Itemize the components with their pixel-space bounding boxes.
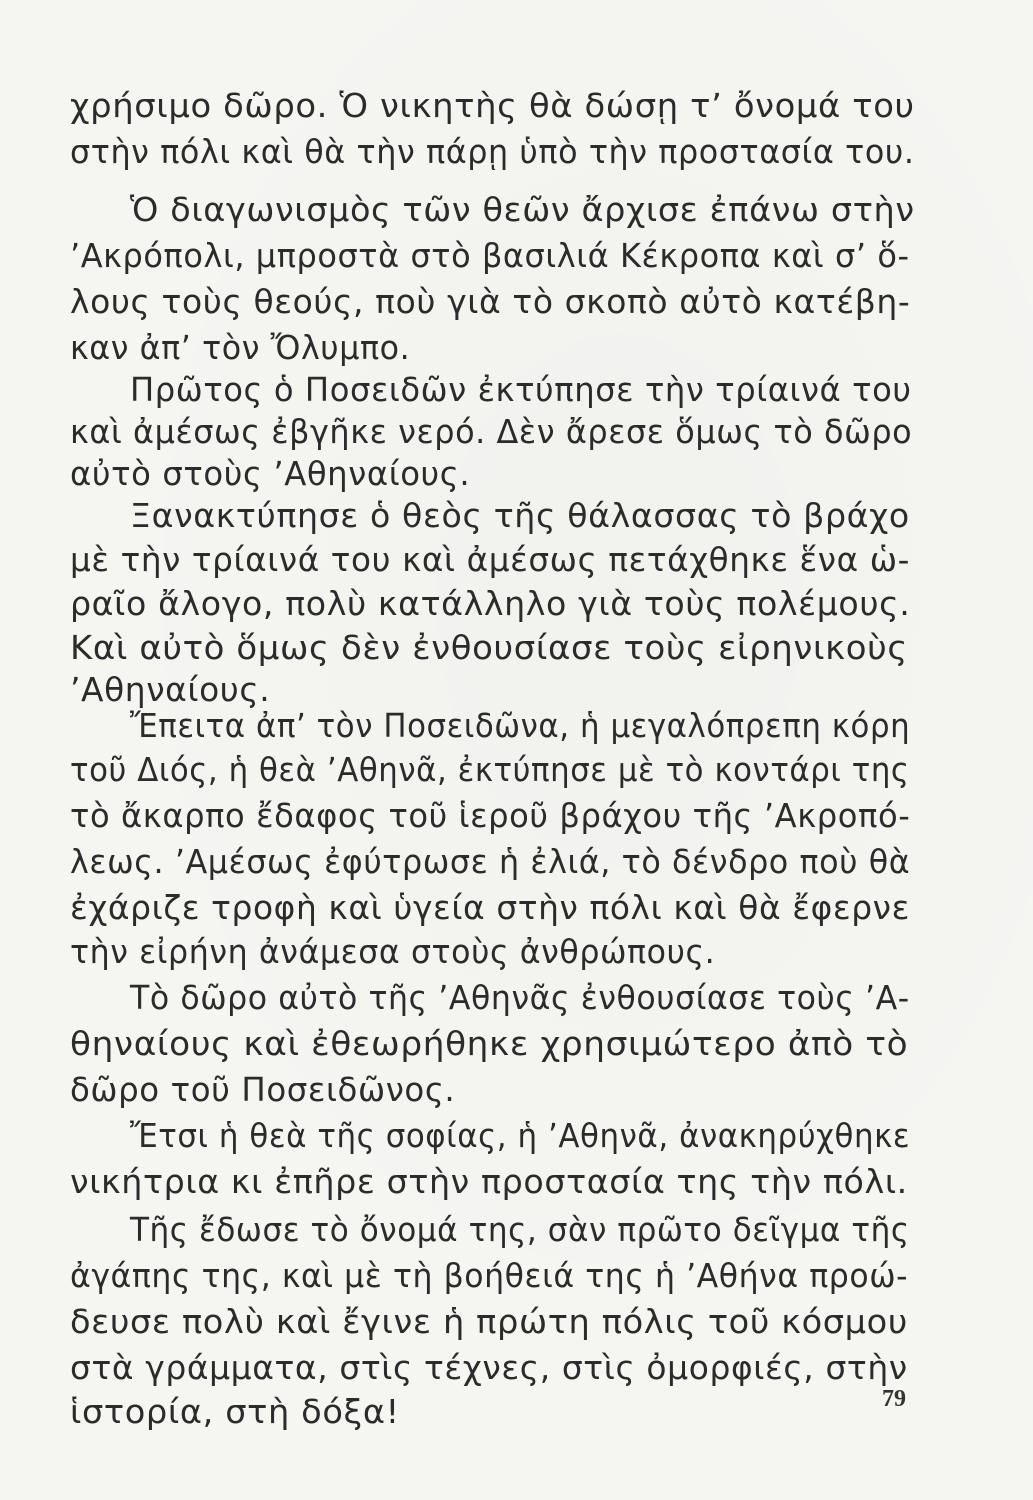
text-line: Ἔπειτα ἀπ’ τὸν Ποσειδῶνα, ἡ μεγαλόπρεπη κόρη	[130, 706, 911, 745]
text-line: τὸ ἄκαρπο ἔδαφος τοῦ ἱεροῦ βράχου τῆς ’Ακροπό-	[70, 796, 911, 835]
text-line: θηναίους καὶ ἐθεωρήθηκε χρησιμώτερο ἀπὸ τὸ	[70, 1024, 909, 1063]
text-line: λους τοὺς θεούς, ποὺ γιὰ τὸ σκοπὸ αὐτὸ κατέβη-	[70, 282, 911, 321]
text-line: Τὸ δῶρο αὐτὸ τῆς ’Αθηνᾶς ἐνθουσίασε τοὺς ’Α-	[130, 978, 910, 1017]
page-number: 79	[882, 1386, 906, 1412]
text-line: μὲ τὴν τρίαινά του καὶ ἀμέσως πετάχθηκε ἕνα ὡ-	[70, 540, 911, 579]
text-line: ἱστορία, στὴ δόξα!	[70, 1392, 400, 1431]
text-line: αὐτὸ στοὺς ’Αθηναίους.	[70, 454, 471, 493]
text-line: Ξανακτύπησε ὁ θεὸς τῆς θάλασσας τὸ βράχο	[130, 496, 910, 535]
text-line: Καὶ αὐτὸ ὅμως δὲν ἐνθουσίασε τοὺς εἰρηνικοὺς	[70, 628, 908, 667]
text-line: τοῦ Διός, ἡ θεὰ ’Αθηνᾶ, ἐκτύπησε μὲ τὸ κοντάρι της	[70, 750, 910, 789]
text-line: νικήτρια κι ἐπῆρε στὴν προστασία της τὴν πόλι.	[70, 1162, 908, 1201]
text-line: Πρῶτος ὁ Ποσειδῶν ἐκτύπησε τὴν τρίαινά του	[130, 370, 912, 409]
text-line: ’Αθηναίους.	[70, 670, 271, 709]
text-line: καν ἀπ’ τὸν Ὄλυμπο.	[70, 328, 411, 367]
text-line: ἐχάριζε τροφὴ καὶ ὑγεία στὴν πόλι καὶ θὰ ἔφερνε	[70, 888, 910, 927]
text-line: καὶ ἀμέσως ἐβγῆκε νερό. Δὲν ἄρεσε ὅμως τὸ δῶρο	[70, 412, 913, 451]
text-line: Τῆς ἔδωσε τὸ ὄνομά της, σὰν πρῶτο δεῖγμα τῆς	[130, 1210, 910, 1249]
text-line: δευσε πολὺ καὶ ἔγινε ἡ πρώτη πόλις τοῦ κόσμου	[70, 1302, 908, 1341]
text-line: χρήσιμο δῶρο. Ὁ νικητὴς θὰ δώσῃ τ’ ὄνομά του	[70, 86, 915, 125]
text-line: Ἔτσι ἡ θεὰ τῆς σοφίας, ἡ ’Αθηνᾶ, ἀνακηρύχθηκε	[130, 1116, 911, 1155]
text-line: Ὁ διαγωνισμὸς τῶν θεῶν ἄρχισε ἐπάνω στὴν	[130, 190, 915, 229]
text-line: λεως. ’Αμέσως ἐφύτρωσε ἡ ἐλιά, τὸ δένδρο ποὺ θὰ	[70, 842, 911, 881]
text-line: στὰ γράμματα, στὶς τέχνες, στὶς ὀμορφιές, στὴν	[70, 1348, 908, 1387]
text-line: ραῖο ἄλογο, πολὺ κατάλληλο γιὰ τοὺς πολέμους.	[70, 584, 911, 623]
text-line: ἀγάπης της, καὶ μὲ τὴ βοήθειά της ἡ ’Αθήνα προώ-	[70, 1256, 909, 1295]
text-line: δῶρο τοῦ Ποσειδῶνος.	[70, 1070, 456, 1109]
text-line: τὴν εἰρήνη ἀνάμεσα στοὺς ἀνθρώπους.	[70, 932, 716, 971]
text-line: ’Ακρόπολι, μπροστὰ στὸ βασιλιά Κέκροπα καὶ σ’ ὅ-	[70, 236, 910, 275]
text-line: στὴν πόλι καὶ θὰ τὴν πάρῃ ὑπὸ τὴν προστασία του.	[70, 132, 915, 171]
